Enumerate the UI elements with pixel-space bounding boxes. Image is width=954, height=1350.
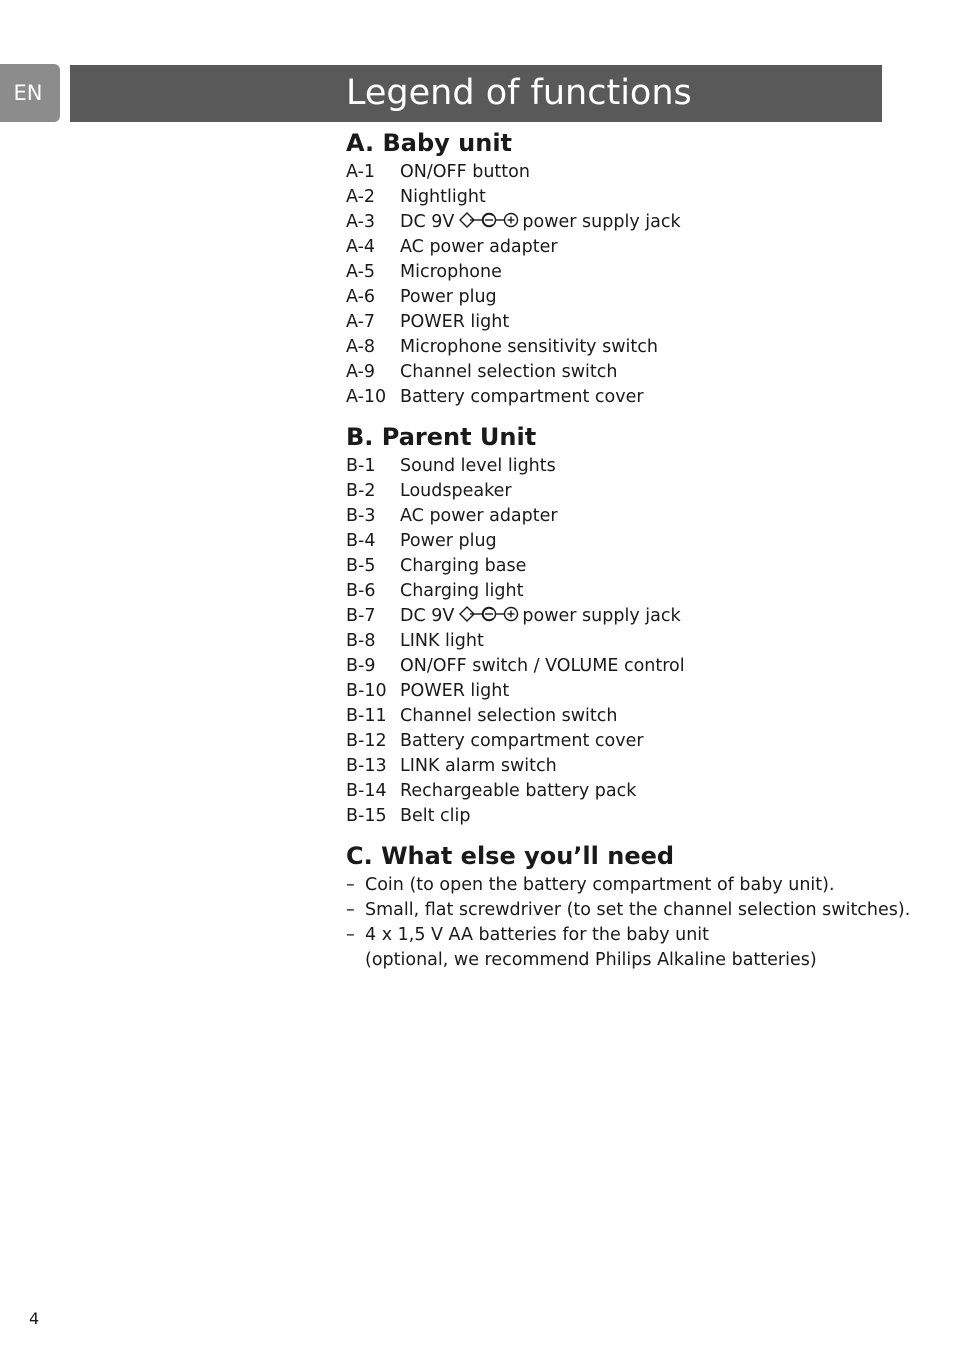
list-item — [346, 604, 886, 629]
item-code: B-13 — [346, 756, 387, 776]
dash-bullet: – — [346, 925, 355, 945]
title-bar — [70, 65, 882, 122]
item-label: Power plug — [400, 287, 497, 307]
list-item — [346, 454, 886, 479]
page-number: 4 — [29, 1309, 40, 1328]
item-code: B-14 — [346, 781, 387, 801]
item-code: A-9 — [346, 362, 376, 382]
list-item — [346, 629, 886, 654]
item-code: A-2 — [346, 187, 376, 207]
list-item — [346, 235, 886, 260]
list-item — [346, 479, 886, 504]
item-label: POWER light — [400, 681, 510, 701]
dc-polarity-icon — [458, 605, 520, 631]
item-code: A-8 — [346, 337, 376, 357]
item-label: ON/OFF switch / VOLUME control — [400, 656, 685, 676]
item-label: Loudspeaker — [400, 481, 512, 501]
item-code: B-12 — [346, 731, 387, 751]
section-spacer — [346, 410, 886, 420]
item-label: Microphone — [400, 262, 502, 282]
item-code: B-15 — [346, 806, 387, 826]
item-code: B-6 — [346, 581, 376, 601]
item-code: B-10 — [346, 681, 387, 701]
section-b-list — [346, 454, 886, 829]
need-text: Coin (to open the battery compartment of baby unit). — [365, 875, 835, 895]
section-c-heading: C. What else you’ll need — [346, 842, 675, 870]
list-item — [346, 654, 886, 679]
list-item — [346, 873, 886, 898]
section-spacer — [346, 829, 886, 839]
list-item — [346, 360, 886, 385]
list-item — [346, 779, 886, 804]
item-code: B-8 — [346, 631, 376, 651]
item-label: Nightlight — [400, 187, 486, 207]
item-label-suffix: power supply jack — [522, 606, 681, 626]
list-item — [346, 529, 886, 554]
dash-bullet: – — [346, 900, 355, 920]
item-label: Belt clip — [400, 806, 471, 826]
item-label: AC power adapter — [400, 237, 558, 257]
item-label-prefix: DC 9V — [400, 212, 455, 232]
item-label: Battery compartment cover — [400, 387, 644, 407]
item-code: A-10 — [346, 387, 387, 407]
need-subtext: (optional, we recommend Philips Alkaline batteries) — [365, 950, 817, 970]
item-label: ON/OFF button — [400, 162, 530, 182]
list-item — [346, 160, 886, 185]
item-label: Microphone sensitivity switch — [400, 337, 658, 357]
item-label-suffix: power supply jack — [522, 212, 681, 232]
item-label: Power plug — [400, 531, 497, 551]
item-code: A-1 — [346, 162, 376, 182]
item-label: Channel selection switch — [400, 706, 618, 726]
item-code: A-3 — [346, 212, 376, 232]
item-label: LINK alarm switch — [400, 756, 557, 776]
item-label: Sound level lights — [400, 456, 556, 476]
need-text: 4 x 1,5 V AA batteries for the baby unit — [365, 925, 710, 945]
item-label: AC power adapter — [400, 506, 558, 526]
list-item — [346, 704, 886, 729]
item-label: Charging light — [400, 581, 524, 601]
item-label: Rechargeable battery pack — [400, 781, 637, 801]
list-item — [346, 385, 886, 410]
section-c-list — [346, 873, 911, 973]
item-code: B-5 — [346, 556, 376, 576]
section-a-heading: A. Baby unit — [346, 129, 513, 157]
item-label: Channel selection switch — [400, 362, 618, 382]
item-code: B-11 — [346, 706, 387, 726]
list-item — [346, 185, 886, 210]
list-item — [346, 804, 886, 829]
list-item — [346, 554, 886, 579]
list-item — [346, 210, 886, 235]
item-code: B-1 — [346, 456, 376, 476]
item-code: B-4 — [346, 531, 376, 551]
list-item — [346, 504, 886, 529]
need-text: Small, flat screwdriver (to set the channel selection switches). — [365, 900, 911, 920]
item-label-prefix: DC 9V — [400, 606, 455, 626]
item-label: LINK light — [400, 631, 484, 651]
dc-polarity-icon — [458, 211, 520, 237]
list-item — [346, 285, 886, 310]
item-code: A-7 — [346, 312, 376, 332]
list-item — [346, 898, 911, 923]
item-code: B-2 — [346, 481, 376, 501]
list-item — [346, 260, 886, 285]
item-label: Charging base — [400, 556, 527, 576]
item-code: B-7 — [346, 606, 376, 626]
item-code: A-4 — [346, 237, 376, 257]
item-code: A-5 — [346, 262, 376, 282]
list-item — [346, 335, 886, 360]
dash-bullet: – — [346, 875, 355, 895]
item-code: B-3 — [346, 506, 376, 526]
legend-content — [346, 126, 911, 973]
item-label: POWER light — [400, 312, 510, 332]
section-b-heading: B. Parent Unit — [346, 423, 537, 451]
list-item — [346, 310, 886, 335]
item-code: B-9 — [346, 656, 376, 676]
item-label: Battery compartment cover — [400, 731, 644, 751]
language-tab: EN — [0, 64, 60, 122]
item-code: A-6 — [346, 287, 376, 307]
list-item — [346, 729, 886, 754]
list-item — [346, 579, 886, 604]
list-item — [346, 754, 886, 779]
section-a-list — [346, 160, 886, 410]
list-item — [346, 679, 886, 704]
page-title: Legend of functions — [346, 73, 692, 113]
list-item — [346, 923, 886, 973]
